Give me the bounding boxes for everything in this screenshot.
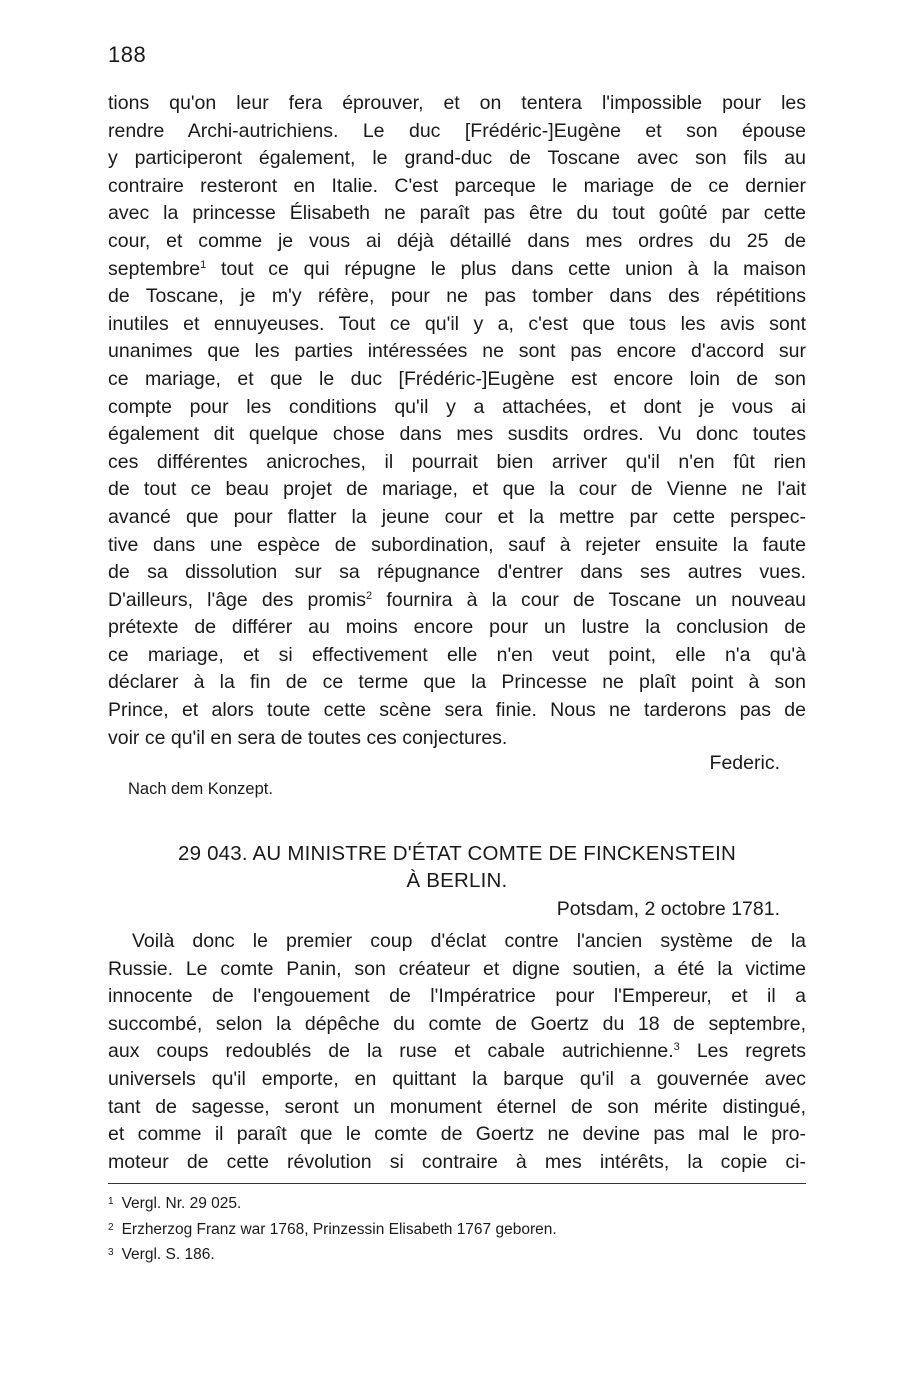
text-line: déclarer à la fin de ce terme que la Princesse ne plaît point à son — [108, 671, 806, 694]
text-line: également dit quelque chose dans mes susdits ordres. Vu donc toutes — [108, 423, 806, 446]
text-line: tant de sagesse, seront un monument éternel de son mérite distingué, — [108, 1095, 806, 1118]
text-line: avancé que pour flatter la jeune cour et la mettre par cette perspec- — [108, 505, 806, 528]
text-line: unanimes que les parties intéressées ne sont pas encore d'accord sur — [108, 340, 806, 363]
letter-body-continued — [108, 90, 806, 752]
text-line: innocente de l'engouement de l'Impératrice pour l'Empereur, et il a — [108, 985, 806, 1008]
footnote-ref: 2 — [366, 589, 373, 602]
text-line: y participeront également, le grand-duc de Toscane avec son fils au — [108, 147, 806, 170]
text-line: et comme il paraît que le comte de Goertz ne devine pas mal le pro- — [108, 1123, 806, 1146]
text-segment: D'ailleurs, l'âge des promis — [108, 588, 367, 611]
footnote-text: Vergl. S. 186. — [121, 1246, 215, 1263]
signature: Federic. — [709, 752, 780, 774]
footnote-mark: 3 — [108, 1247, 114, 1258]
text-segment: fournira à la cour de Toscane un nouveau — [372, 588, 806, 611]
source-note: Nach dem Konzept. — [128, 780, 273, 798]
text-line: rendre Archi-autrichiens. Le duc [Frédéric-]Eugène et son épouse — [108, 119, 806, 142]
footnote — [108, 1241, 806, 1267]
text-line: de sa dissolution sur sa répugnance d'entrer dans ses autres vues. — [108, 561, 806, 584]
footnote — [108, 1216, 806, 1242]
text-line: compte pour les conditions qu'il y a attachées, et dont je vous ai — [108, 395, 806, 418]
page-number: 188 — [108, 42, 147, 67]
text-line: avec la princesse Élisabeth ne paraît pas être du tout goûté par cette — [108, 202, 806, 225]
heading-line: 29 043. AU MINISTRE D'ÉTAT COMTE DE FINCKENSTEIN — [177, 842, 736, 865]
text-line: voir ce qu'il en sera de toutes ces conjectures. — [108, 726, 508, 749]
text-line: de Toscane, je m'y réfère, pour ne pas tomber dans des répétitions — [108, 285, 806, 308]
text-line — [108, 1038, 806, 1066]
text-segment: tout ce qui répugne le plus dans cette union à la maison — [206, 257, 806, 280]
text-line: Russie. Le comte Panin, son créateur et digne soutien, a été la victime — [108, 957, 806, 980]
text-line: moteur de cette révolution si contraire à mes intérêts, la copie ci- — [108, 1150, 806, 1173]
text-line — [108, 256, 806, 284]
text-line: tive dans une espèce de subordination, sauf à rejeter ensuite la faute — [108, 533, 806, 556]
footnote-ref: 1 — [200, 258, 207, 271]
text-line: inutiles et ennuyeuses. Tout ce qu'il y a, c'est que tous les avis sont — [108, 312, 806, 335]
text-line: Voilà donc le premier coup d'éclat contre l'ancien système de la — [132, 930, 806, 952]
text-line: prétexte de différer au moins encore pour un lustre la conclusion de — [108, 616, 806, 639]
text-line: universels qu'il emporte, en quittant la barque qu'il a gouvernée avec — [108, 1067, 806, 1090]
footnote — [108, 1190, 806, 1216]
text-line: ce mariage, et que le duc [Frédéric-]Eugène est encore loin de son — [108, 367, 806, 390]
footnote-mark: 1 — [108, 1196, 114, 1207]
text-segment: Les regrets — [679, 1040, 806, 1063]
text-segment: aux coups redoublés de la ruse et cabale autrichienne. — [108, 1040, 674, 1063]
text-line: succombé, selon la dépêche du comte de Goertz du 18 de septembre, — [108, 1012, 806, 1035]
text-line: ce mariage, et si effectivement elle n'en veut point, elle n'a qu'à — [108, 643, 806, 666]
text-line: contraire resteront en Italie. C'est parceque le mariage de ce dernier — [108, 174, 806, 197]
footnote-mark: 2 — [108, 1221, 114, 1233]
letter-heading — [108, 840, 806, 894]
text-line: Prince, et alors toute cette scène sera finie. Nous ne tarderons pas de — [108, 699, 806, 722]
letter-body — [108, 928, 806, 1176]
text-line: ces différentes anicroches, il pourrait bien arriver qu'il n'en fût rien — [108, 450, 806, 473]
footnote-text: Vergl. Nr. 29 025. — [121, 1195, 242, 1212]
text-segment: septembre — [108, 257, 201, 280]
letter-date: Potsdam, 2 octobre 1781. — [556, 898, 780, 920]
text-line: de tout ce beau projet de mariage, et que la cour de Vienne ne l'ait — [108, 478, 806, 501]
text-line: tions qu'on leur fera éprouver, et on tentera l'impossible pour les — [108, 92, 806, 114]
footnote-ref: 3 — [673, 1041, 680, 1054]
footnote-text: Erzherzog Franz war 1768, Prinzessin Elisabeth 1767 geboren. — [121, 1220, 557, 1238]
footnotes — [108, 1190, 806, 1267]
heading-line: À BERLIN. — [406, 869, 508, 892]
footnote-divider — [108, 1183, 806, 1184]
text-line — [108, 587, 806, 615]
text-line: cour, et comme je vous ai déjà détaillé dans mes ordres du 25 de — [108, 229, 806, 252]
